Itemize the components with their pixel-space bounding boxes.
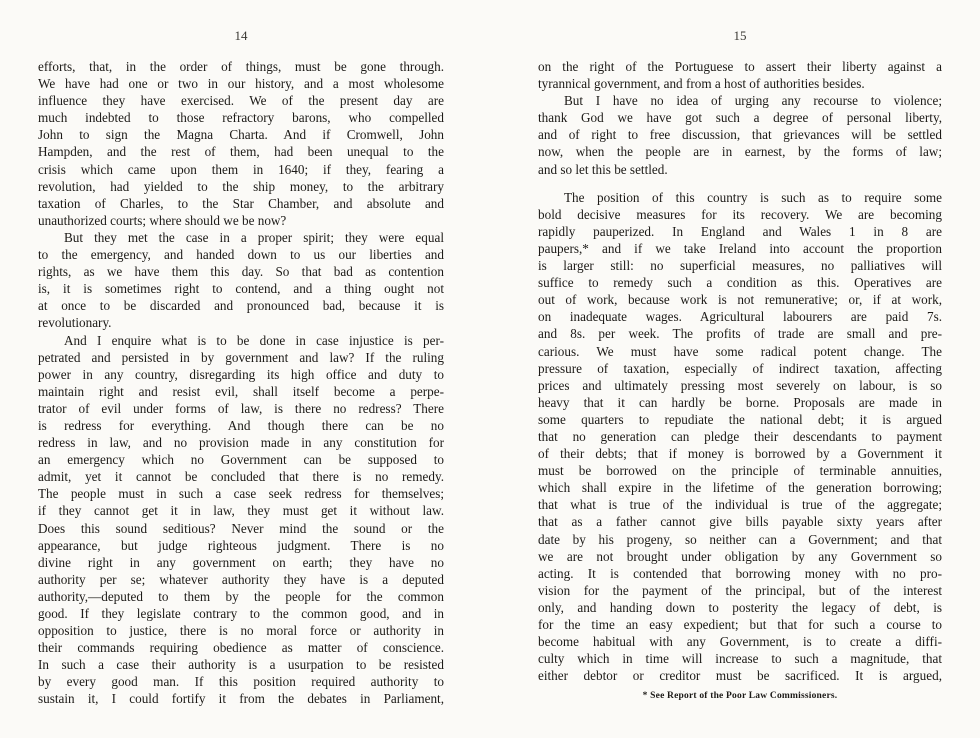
text-line: acting. It is contended that borrowing money with no pro- (538, 565, 942, 581)
text-line: become habitual with any Government, is to create a diffi- (538, 634, 942, 650)
text-line: and so let this be settled. (538, 161, 668, 177)
text-line: is larger still: no superficial measures, no palliatives will (538, 258, 942, 274)
text-line: revolutionary. (38, 315, 112, 331)
text-line: vision for the payment of the principal, but of the interest (538, 582, 942, 598)
text-line: to the emergency, and handed down to us our liberties and (38, 247, 444, 263)
right-page (538, 0, 942, 738)
text-line: that as a father cannot give bills payable sixty years after (538, 514, 942, 530)
text-line: on inadequate wages. Agricultural labourers are paid 7s. (538, 309, 942, 325)
text-line: efforts, that, in the order of things, must be gone through. (38, 59, 444, 74)
text-line: Hampden, and the rest of them, had been unequal to the (38, 144, 444, 160)
text-line: heavy that it can hardly be borne. Proposals are made in (538, 394, 942, 410)
text-line: power in any country, disregarding its high office and duty to (38, 366, 444, 382)
text-line: out of work, because work is not remunerative; or, if at work, (538, 292, 942, 308)
text-line: and of right to free discussion, that grievances will be settled (538, 127, 942, 143)
text-line: some quarters to repudiate the national debt; it is argued (538, 411, 942, 427)
text-line: which shall expire in the lifetime of the generation borrowing; (538, 480, 942, 496)
text-line: unauthorized courts; where should we be now? (38, 212, 287, 228)
text-line: divine right in any government on earth; they have no (38, 554, 444, 570)
text-line: thank God we have got such a degree of personal liberty, (538, 110, 942, 126)
text-line: John to sign the Magna Charta. And if Cromwell, John (38, 127, 444, 143)
text-line: only, and handing down to posterity the legacy of debt, is (538, 599, 942, 615)
text-line: rights, as we have them this day. So that bad as contention (38, 264, 444, 280)
text-line: crisis which came upon them in 1640; if they, fearing a (38, 161, 444, 177)
text-line: sustain it, I could fortify it from the debates in Parliament, (38, 691, 444, 707)
text-line: if they cannot get it in law, they must get it without law. (38, 503, 444, 519)
text-line: that no generation can pledge their descendants to payment (538, 428, 942, 444)
text-line: on the right of the Portuguese to assert their liberty against a (538, 59, 942, 74)
left-page-text (38, 58, 444, 708)
text-line: carious. We must have some radical potent change. The (538, 343, 942, 359)
text-line: of their debts; that if money is borrowed by a Government it (538, 446, 942, 462)
footnote: * See Report of the Poor Law Commissioners. (642, 691, 838, 702)
text-line: bold decisive measures for its recovery. We are becoming (538, 206, 942, 222)
text-line: The position of this country is such as to require some (564, 189, 942, 205)
text-line: trator of evil under forms of law, is there no redress? There (38, 400, 444, 416)
text-line: paupers,* and if we take Ireland into account the proportion (538, 240, 942, 256)
text-line: The people must in such a case seek redress for themselves; (38, 486, 444, 502)
left-page (38, 0, 444, 738)
text-line: Does this sound seditious? Never mind the sound or the (38, 520, 444, 536)
text-line: authority per se; whatever authority they have is a deputed (38, 571, 444, 587)
text-line: petrated and persisted in by government and law? If the ruling (38, 349, 444, 365)
text-line: We have had one or two in our history, and a most wholesome (38, 76, 444, 92)
page-number-right: 15 (733, 28, 747, 43)
text-line: must be borrowed on the principle of terminable annuities, (538, 463, 942, 479)
text-line: for the time an easy expedient; but that for such a course to (538, 617, 942, 632)
text-line: rapidly pauperized. In England and Wales 1 in 8 are (538, 223, 942, 239)
text-line: is redress for everything. And though there can be no (38, 417, 444, 433)
text-line: we are not brought under obligation by any Government so (538, 548, 942, 564)
text-line: authority,—deputed to them by the people for the common (38, 588, 444, 604)
paragraph-gap (538, 178, 942, 189)
text-line: their commands requiring obedience as matter of conscience. (38, 640, 444, 656)
text-line: But they met the case in a proper spirit; they were equal (64, 229, 444, 245)
text-line: that what is true of the individual is true of the aggregate; (538, 497, 942, 513)
text-line: admit, yet it cannot be concluded that there is no remedy. (38, 469, 444, 485)
text-line: influence they have exercised. We of the present day are (38, 93, 444, 109)
right-page-text (538, 58, 942, 702)
text-line: by every good man. If this position required authority to (38, 674, 444, 690)
text-line: pressure of taxation, especially of indirect taxation, affecting (538, 360, 942, 376)
text-line: is, it is sometimes right to contend, and a thing ought not (38, 281, 444, 297)
text-line: taxation of Charles, to the Star Chamber, and absolute and (38, 195, 444, 211)
text-line: and 8s. per week. The profits of trade are small and pre- (538, 326, 942, 342)
text-line: revolution, had yielded to the ship money, to the arbitrary (38, 178, 444, 194)
text-line: suffice to remedy such a condition as this. Operatives are (538, 275, 942, 291)
text-line: maintain right and resist evil, shall itself become a perpe- (38, 383, 444, 399)
text-line: tyrannical government, and from a host of authorities besides. (538, 76, 865, 92)
text-line: now, when the people are in earnest, by the forms of law; (538, 144, 942, 160)
text-line: opposition to justice, there is no moral force or authority in (38, 623, 444, 639)
text-line: good. If they legislate contrary to the common good, and in (38, 606, 444, 621)
text-line: But I have no idea of urging any recourse to violence; (564, 93, 942, 109)
text-line: much indebted to those refractory barons, who compelled (38, 110, 444, 126)
text-line: redress in law, and no provision made in any constitution for (38, 435, 444, 451)
text-line: an emergency which no Government can be supposed to (38, 452, 444, 468)
text-line: at once to be discarded and pronounced bad, because it is (38, 298, 444, 314)
text-line: culty which in time will increase to such a magnitude, that (538, 651, 942, 667)
text-line: either debtor or creditor must be sacrificed. It is argued, (538, 668, 942, 684)
page-number-left: 14 (234, 28, 248, 43)
text-line: date by his progeny, so neither can a Government; and that (538, 531, 942, 547)
text-line: appearance, but judge righteous judgment. There is no (38, 537, 444, 553)
text-line: And I enquire what is to be done in case injustice is per- (64, 332, 444, 348)
text-line: prices and ultimately pressing most severely on labour, is so (538, 377, 942, 393)
text-line: In such a case their authority is a usurpation to be resisted (38, 657, 444, 673)
